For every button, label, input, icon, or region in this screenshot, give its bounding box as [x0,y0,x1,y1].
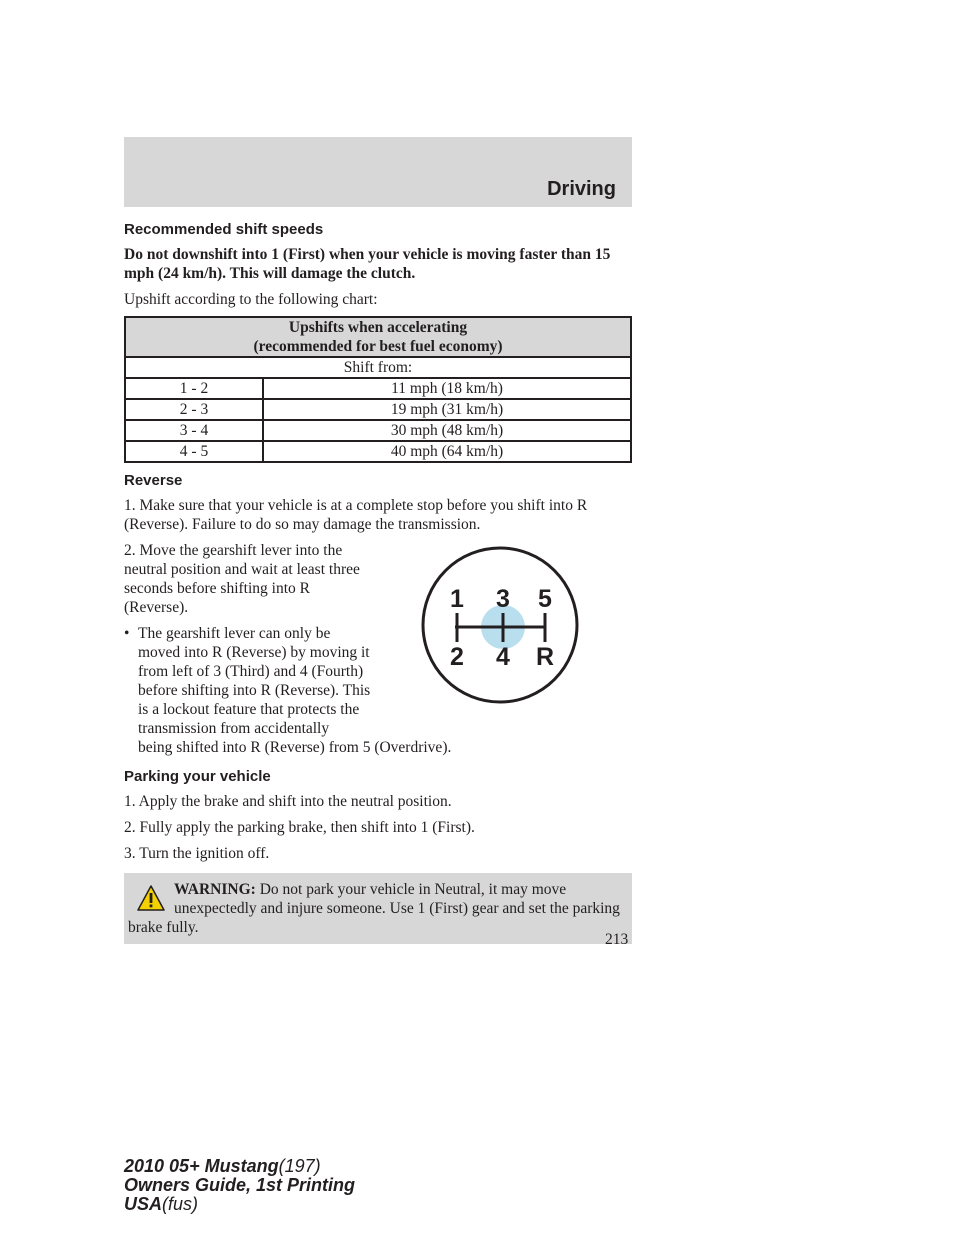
footer-market: USA [124,1194,163,1214]
warning-text-line1: Do not park your vehicle in Neutral, it may move [259,881,567,898]
upshift-intro: Upshift according to the following chart: [124,291,378,308]
section-header-band [124,137,632,207]
print-footer [124,1157,355,1214]
gear-cell: 2 - 3 [125,399,263,420]
gear-label-2: 2 [450,643,464,671]
warning-label: WARNING: [174,881,256,898]
reverse-step-2: 2. Move the gearshift lever into the neutral position and wait at least three seconds before shifting into R (Reverse). [124,542,360,616]
table-title [125,317,631,357]
footer-edition: Owners Guide, 1st Printing [124,1175,356,1195]
gear-cell: 4 - 5 [125,441,263,462]
reverse-heading: Reverse [124,472,183,489]
parking-step: 3. Turn the ignition off. [124,845,270,862]
warning-first-line [128,880,622,899]
warning-triangle-icon [137,885,165,911]
gear-cell: 3 - 4 [125,420,263,441]
table-title-line2: (recommended for best fuel economy) [253,338,503,355]
speed-cell: 19 mph (31 km/h) [263,399,631,420]
gear-label-1: 1 [450,585,464,613]
table-subheader: Shift from: [125,357,631,378]
gear-cell: 1 - 2 [125,378,263,399]
speed-cell: 30 mph (48 km/h) [263,420,631,441]
gear-label-r: R [535,643,555,671]
speed-cell: 40 mph (64 km/h) [263,441,631,462]
page-number: 213 [605,931,629,948]
shift-speeds-heading: Recommended shift speeds [124,221,324,238]
parking-heading: Parking your vehicle [124,768,271,785]
gear-shift-pattern-diagram [420,545,580,705]
upshift-table [124,316,632,463]
bullet-marker: • [124,625,130,642]
warning-text-rest [128,899,622,937]
section-title: Driving [547,178,616,200]
table-row [125,441,631,462]
warning-box [124,873,632,944]
speed-cell: 11 mph (18 km/h) [263,378,631,399]
warning-text-line2: unexpectedly and injure someone. Use 1 (First) gear and set the parking brake fully. [128,900,620,936]
parking-step: 2. Fully apply the parking brake, then shift into 1 (First). [124,819,475,836]
table-row [125,378,631,399]
downshift-caution: Do not downshift into 1 (First) when your vehicle is moving faster than 15 mph (24 km/h). This will damage the clutch. [124,246,611,282]
footer-model: 2010 05+ Mustang [124,1156,279,1176]
footer-model-code: (197) [278,1156,321,1176]
gear-label-4: 4 [496,643,510,671]
gear-label-3: 3 [496,585,510,613]
lockout-text: The gearshift lever can only be moved into R (Reverse) by moving it from left of 3 (Third) and 4 (Fourth) before shifting into R (Reverse). This is a lockout feature that protects the transmission from accidentally [138,625,371,737]
table-row [125,399,631,420]
parking-step: 1. Apply the brake and shift into the neutral position. [124,793,452,810]
table-row [125,420,631,441]
table-title-line1: Upshifts when accelerating [288,319,468,336]
reverse-instructions [124,541,632,757]
reverse-step-1: 1. Make sure that your vehicle is at a complete stop before you shift into R (Reverse). Failure to do so may damage the transmission. [124,497,588,533]
lockout-text-tail: being shifted into R (Reverse) from 5 (Overdrive). [138,739,452,756]
gear-label-5: 5 [538,585,552,613]
page-content [124,220,632,944]
footer-market-code: (fus) [162,1194,199,1214]
